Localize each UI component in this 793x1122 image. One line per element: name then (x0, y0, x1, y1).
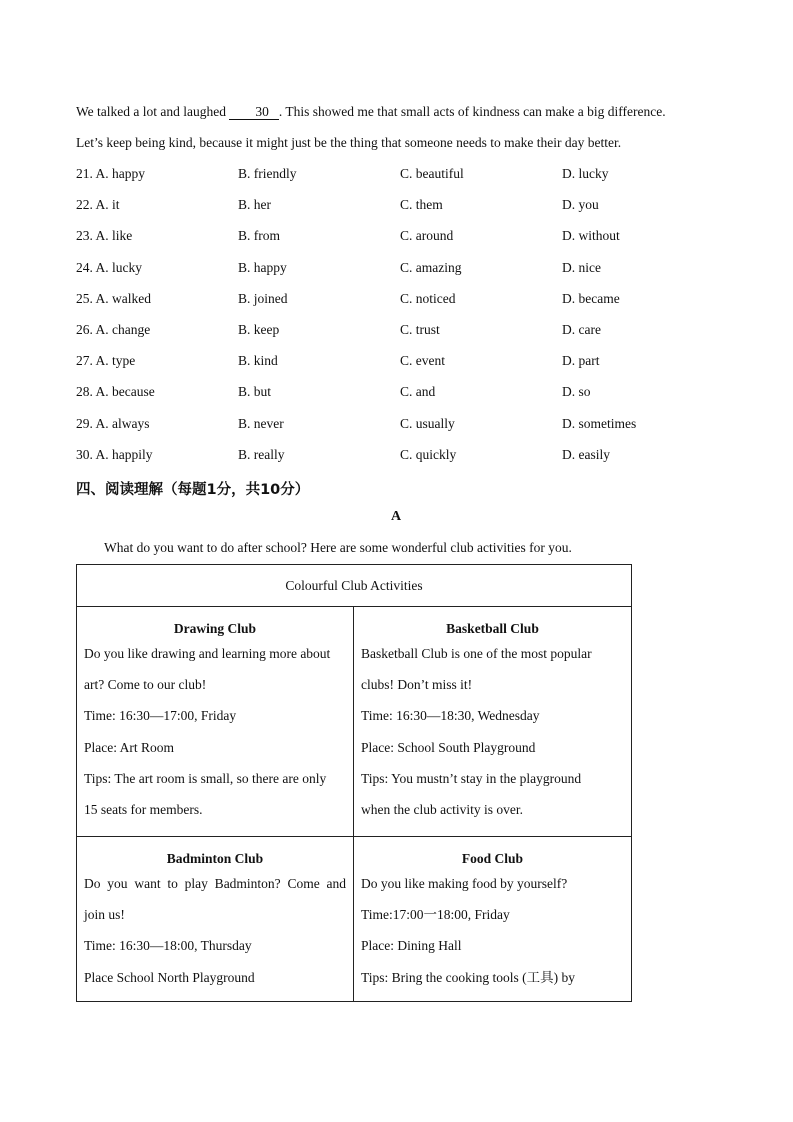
cell-line: Place: Art Room (84, 739, 174, 755)
club-name: Food Club (461, 851, 524, 866)
cell-line: Place School North Playground (84, 969, 255, 985)
option-c: C. them (400, 197, 443, 212)
cell-line: Do you like making food by yourself? (361, 876, 568, 891)
passage-intro: What do you want to do after school? Here are some wonderful club activities for you. (104, 540, 572, 555)
option-c: C. usually (400, 416, 455, 431)
badminton-club-cell (77, 837, 354, 1001)
option-a: 23. A. like (76, 228, 133, 243)
option-a: 22. A. it (76, 197, 120, 212)
option-d: D. nice (562, 260, 601, 275)
option-b: B. kind (238, 353, 278, 368)
answer-blank: 30 (229, 105, 279, 120)
cell-line: clubs! Don’t miss it! (361, 677, 473, 693)
passage-text: . This showed me that small acts of kindness can make a big difference. (278, 104, 666, 119)
option-a: 26. A. change (76, 322, 151, 337)
option-a: 28. A. because (76, 384, 155, 399)
passage-line-1 (76, 104, 666, 120)
question-row (76, 447, 716, 467)
option-b: B. keep (238, 322, 280, 337)
option-a: 21. A. happy (76, 166, 145, 181)
option-c: C. event (400, 353, 445, 368)
club-name: Drawing Club (173, 621, 257, 636)
basketball-club-cell (354, 607, 631, 837)
option-b: B. happy (238, 260, 287, 275)
cell-line: Place: Dining Hall (361, 938, 462, 954)
option-c: C. noticed (400, 291, 456, 306)
section-title: 四、阅读理解（每题1分，共10分） (76, 482, 310, 498)
passage-text: We talked a lot and laughed (76, 104, 226, 119)
cell-line: Tips: The art room is small, so there are only (84, 770, 327, 786)
cell-line: Place: School South Playground (361, 739, 536, 755)
cell-line: Do you want to play Badminton? Come and (84, 876, 346, 891)
question-row (76, 384, 716, 404)
option-c: C. around (400, 228, 454, 243)
cell-line: Time: 16:30—17:00, Friday (84, 708, 237, 724)
option-d: D. care (562, 322, 601, 337)
option-b: B. but (238, 384, 272, 399)
cell-line: Basketball Club is one of the most popular (361, 646, 592, 661)
cell-line: art? Come to our club! (84, 677, 207, 693)
cell-line: when the club activity is over. (361, 801, 523, 817)
question-row (76, 353, 716, 373)
food-club-cell (354, 837, 631, 1001)
option-b: B. really (238, 447, 285, 462)
passage-line-2: Let’s keep being kind, because it might just be the thing that someone needs to make their day better. (76, 135, 622, 150)
cell-line: Time:17:00一18:00, Friday (361, 907, 510, 923)
option-c: C. and (400, 384, 436, 399)
option-c: C. beautiful (400, 166, 464, 181)
option-a: 24. A. lucky (76, 260, 142, 275)
option-a: 25. A. walked (76, 291, 151, 306)
question-row (76, 228, 716, 248)
cell-line: Do you like drawing and learning more about (84, 646, 331, 661)
drawing-club-cell (77, 607, 354, 837)
question-row (76, 197, 716, 217)
club-name: Basketball Club (446, 621, 539, 636)
option-a: 29. A. always (76, 416, 150, 431)
option-b: B. her (238, 197, 271, 212)
option-d: D. lucky (562, 166, 609, 181)
option-a: 30. A. happily (76, 447, 153, 462)
option-c: C. quickly (400, 447, 457, 462)
club-name: Badminton Club (166, 851, 264, 866)
question-row (76, 166, 716, 186)
option-d: D. easily (562, 447, 610, 462)
cell-line: Time: 16:30—18:30, Wednesday (361, 708, 540, 724)
question-row (76, 260, 716, 280)
cell-line: 15 seats for members. (84, 801, 203, 817)
passage-label: A (390, 509, 402, 524)
option-c: C. amazing (400, 260, 462, 275)
cell-line: Time: 16:30—18:00, Thursday (84, 938, 252, 954)
cell-line: Tips: You mustn’t stay in the playground (361, 770, 582, 786)
option-d: D. part (562, 353, 600, 368)
club-activities-table (76, 564, 632, 1002)
option-d: D. without (562, 228, 620, 243)
option-b: B. from (238, 228, 280, 243)
question-row (76, 416, 716, 436)
table-title: Colourful Club Activities (77, 565, 631, 607)
cell-line: join us! (84, 907, 125, 923)
option-d: D. sometimes (562, 416, 637, 431)
option-b: B. never (238, 416, 284, 431)
option-d: D. you (562, 197, 599, 212)
option-b: B. joined (238, 291, 288, 306)
option-b: B. friendly (238, 166, 297, 181)
option-c: C. trust (400, 322, 440, 337)
option-a: 27. A. type (76, 353, 136, 368)
cell-line: Tips: Bring the cooking tools (工具) by (361, 969, 576, 985)
question-row (76, 291, 716, 311)
option-d: D. became (562, 291, 620, 306)
question-row (76, 322, 716, 342)
option-d: D. so (562, 384, 591, 399)
